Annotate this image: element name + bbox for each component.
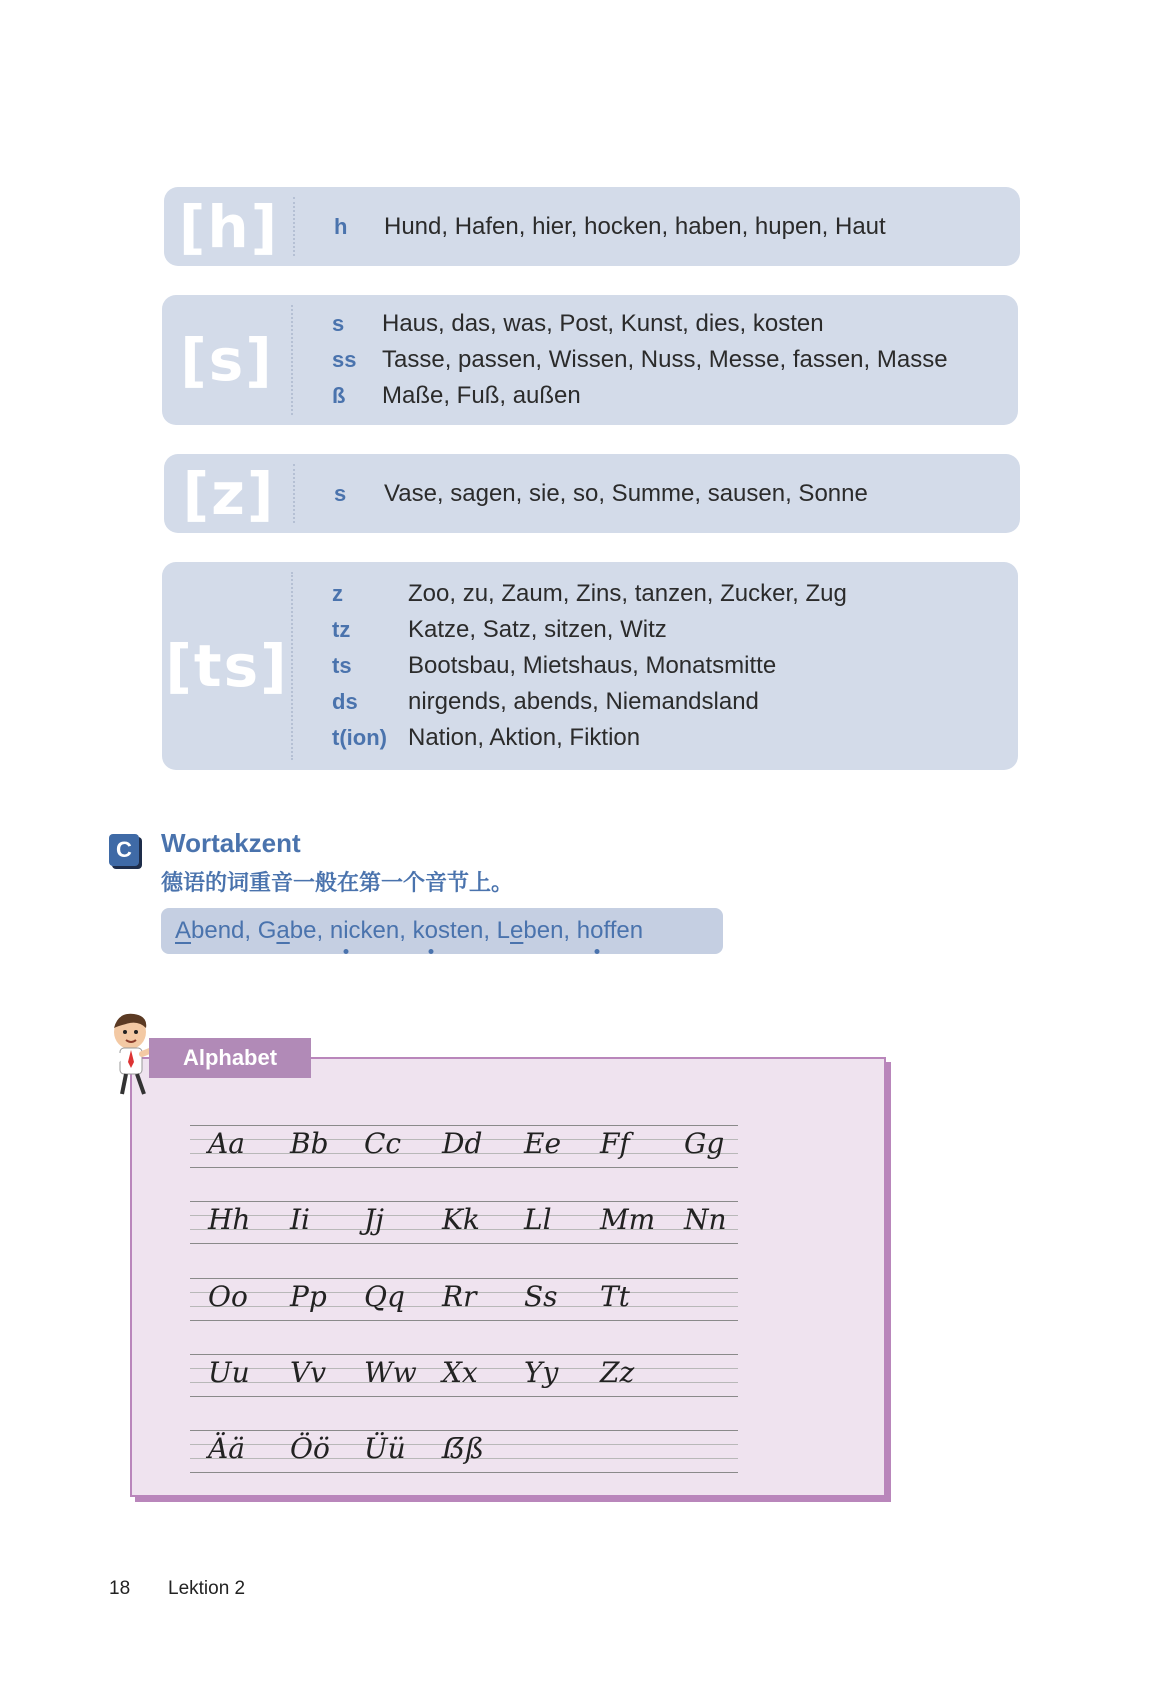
alphabet-letter-pair: Üü [364, 1432, 406, 1465]
alphabet-letter-pair: Nn [684, 1203, 727, 1236]
spelling-key: ds [332, 689, 358, 714]
stress-word: Leben, [496, 917, 577, 944]
spelling-key: ß [332, 383, 346, 408]
stress-word: kosten, [412, 917, 497, 944]
section-letter-badge: C [109, 834, 139, 866]
alphabet-tab: Alphabet [149, 1038, 311, 1078]
sound-box-ts [162, 562, 1018, 770]
divider [293, 197, 295, 256]
alphabet-letter-pair: Qq [364, 1280, 405, 1313]
writing-guideline [190, 1125, 738, 1126]
alphabet-line-row [190, 1430, 738, 1474]
spelling-rows [334, 454, 1000, 533]
alphabet-letter-pair: Zz [600, 1356, 635, 1389]
alphabet-letter-pair: Jj [364, 1203, 384, 1236]
spelling-row [332, 342, 998, 378]
example-words: Tasse, passen, Wissen, Nuss, Messe, fassen, Masse [382, 346, 948, 373]
alphabet-line-row [190, 1125, 738, 1169]
alphabet-letter-pair: ẞß [442, 1432, 484, 1465]
alphabet-letter-pair: Mm [600, 1203, 656, 1236]
alphabet-letter-pair: Dd [442, 1127, 483, 1160]
divider [293, 464, 295, 523]
divider [291, 305, 293, 415]
lesson-label: Lektion 2 [168, 1578, 246, 1599]
example-words: Maße, Fuß, außen [382, 382, 581, 409]
alphabet-letter-pair: Tt [600, 1280, 630, 1313]
page-number: 18 [109, 1578, 131, 1599]
example-words: Nation, Aktion, Fiktion [408, 724, 641, 751]
stress-word: hoffen [576, 917, 644, 944]
alphabet-letter-pair: Öö [290, 1432, 330, 1465]
alphabet-letter-pair: Uu [208, 1356, 250, 1389]
sound-box-s [162, 295, 1018, 425]
alphabet-letter-pair: Vv [290, 1356, 327, 1389]
alphabet-letter-pair: Rr [442, 1280, 477, 1313]
divider [291, 572, 293, 760]
spelling-row [332, 612, 998, 648]
stress-word: nicken, [329, 917, 413, 944]
spelling-row [332, 684, 998, 720]
writing-guideline [190, 1320, 738, 1321]
alphabet-letter-pair: Hh [208, 1203, 251, 1236]
writing-guideline [190, 1278, 738, 1279]
alphabet-line-row [190, 1354, 738, 1398]
example-words: Zoo, zu, Zaum, Zins, tanzen, Zucker, Zug [408, 580, 847, 607]
alphabet-letter-pair: Cc [364, 1127, 402, 1160]
alphabet-letter-pair: Oo [208, 1280, 248, 1313]
section-subtitle: 德语的词重音一般在第一个音节上。 [161, 870, 514, 895]
alphabet-line-row [190, 1278, 738, 1322]
spelling-rows [332, 562, 998, 770]
alphabet-letter-pair: Ää [208, 1432, 245, 1465]
spelling-rows [332, 295, 998, 425]
ipa-label-h: [h] [178, 192, 280, 261]
example-words: Katze, Satz, sitzen, Witz [408, 616, 667, 643]
ipa-label-ts: [ts] [165, 632, 289, 700]
spelling-key: s [334, 480, 347, 506]
alphabet-letter-pair: Pp [290, 1280, 327, 1313]
example-words: Vase, sagen, sie, so, Summe, sausen, Sonne [384, 479, 868, 507]
sound-box-h [164, 187, 1020, 266]
spelling-row [332, 720, 998, 756]
alphabet-line-row [190, 1201, 738, 1245]
alphabet-letter-pair: Ww [364, 1356, 417, 1389]
alphabet-letter-pair: Ss [524, 1280, 558, 1313]
section-title: Wortakzent [161, 828, 301, 858]
writing-guideline [190, 1396, 738, 1397]
spelling-key: t(ion) [332, 725, 387, 750]
ipa-label-s: [s] [180, 326, 274, 394]
spelling-key: h [334, 213, 348, 239]
spelling-row [332, 576, 998, 612]
spelling-row [332, 648, 998, 684]
stress-word: Gabe, [257, 917, 330, 944]
alphabet-letter-pair: Ee [524, 1127, 562, 1160]
spelling-key: z [332, 581, 343, 606]
alphabet-letter-pair: Ii [290, 1203, 311, 1236]
ipa-label-z: [z] [182, 459, 276, 528]
spelling-rows [334, 187, 1000, 266]
writing-guideline [190, 1472, 738, 1473]
spelling-row [332, 306, 998, 342]
spelling-row [332, 378, 998, 414]
spelling-key: ts [332, 653, 352, 678]
alphabet-letter-pair: Gg [684, 1127, 725, 1160]
writing-guideline [190, 1167, 738, 1168]
alphabet-letter-pair: Yy [524, 1356, 559, 1389]
alphabet-letter-pair: Xx [442, 1356, 478, 1389]
spelling-key: tz [332, 617, 351, 642]
alphabet-letter-pair: Kk [442, 1203, 480, 1236]
spelling-row [334, 476, 1000, 512]
writing-guideline [190, 1430, 738, 1431]
alphabet-letter-pair: Ll [524, 1203, 552, 1236]
writing-guideline [190, 1354, 738, 1355]
example-words: Haus, das, was, Post, Kunst, dies, kosten [382, 310, 824, 337]
writing-guideline [190, 1243, 738, 1244]
spelling-key: ss [332, 347, 357, 372]
alphabet-letter-pair: Bb [290, 1127, 329, 1160]
spelling-key: s [332, 311, 345, 336]
example-words: Bootsbau, Mietshaus, Monatsmitte [408, 652, 777, 679]
sound-box-z [164, 454, 1020, 533]
spelling-row [334, 209, 1000, 245]
example-words: nirgends, abends, Niemandsland [408, 688, 759, 715]
stress-examples [161, 908, 723, 954]
writing-guideline [190, 1201, 738, 1202]
alphabet-letter-pair: Aa [208, 1127, 245, 1160]
stress-word: Abend, [175, 917, 258, 944]
alphabet-letter-pair: Ff [600, 1127, 630, 1160]
example-words: Hund, Hafen, hier, hocken, haben, hupen, Haut [384, 212, 886, 240]
